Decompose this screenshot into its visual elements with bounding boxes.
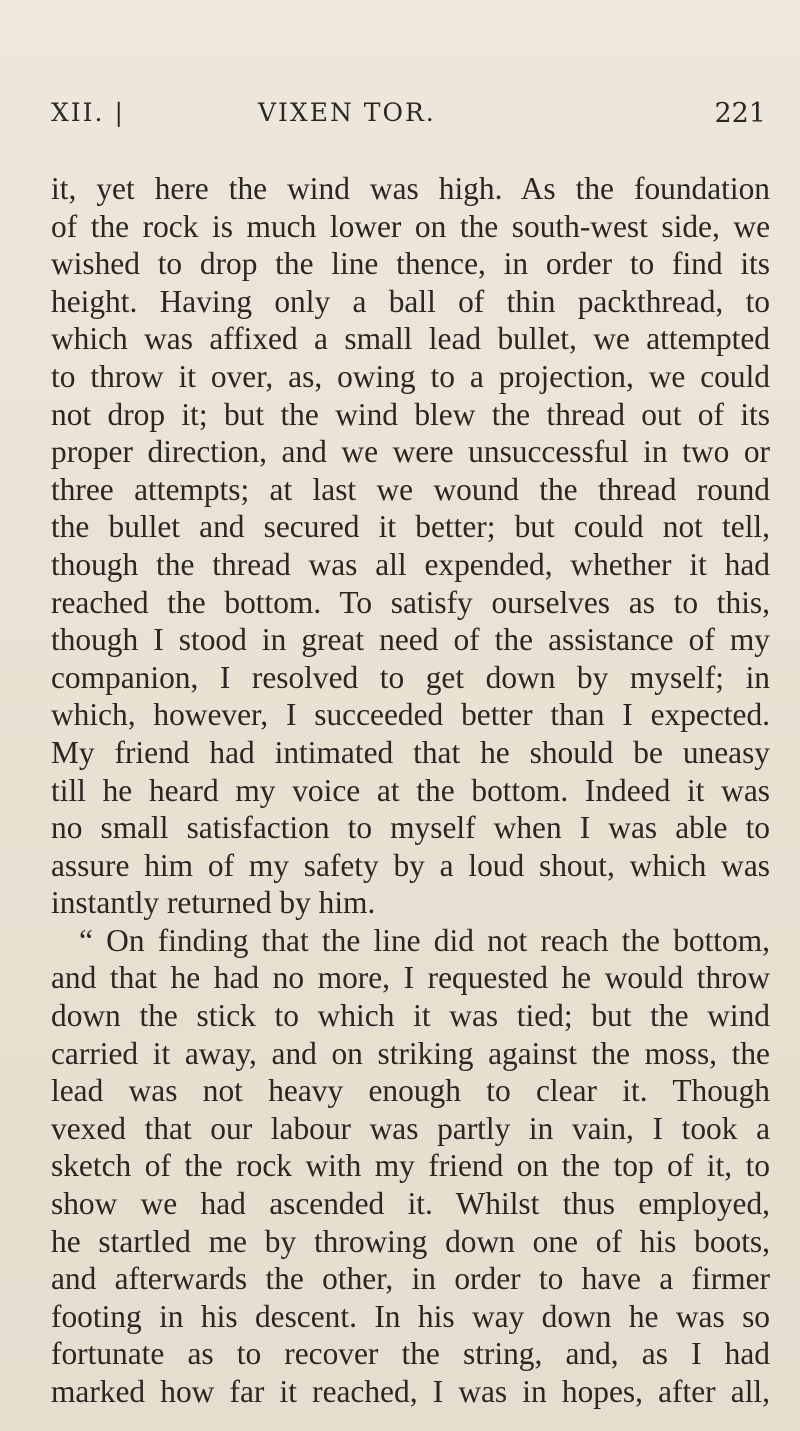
text-line: My friend had intimated that he should be uneasy: [51, 734, 770, 770]
text-line: which was affixed a small lead bullet, we attempted: [51, 321, 770, 357]
text-line: and that he had no more, I requested he would throw: [51, 960, 770, 996]
text-line: height. Having only a ball of thin packthread, to: [51, 283, 770, 319]
page-number: 221: [714, 98, 766, 129]
text-line: down the stick to which it was tied; but the wind: [51, 998, 770, 1034]
text-line: wished to drop the line thence, in order to find its: [51, 246, 770, 282]
text-line: he startled me by throwing down one of his boots,: [51, 1223, 770, 1259]
text-line: fortunate as to recover the string, and, as I had: [51, 1336, 770, 1372]
text-line: lead was not heavy enough to clear it. Though: [51, 1073, 770, 1109]
chapter-number: XII. |: [51, 98, 125, 127]
running-head: [51, 98, 770, 138]
text-line: assure him of my safety by a loud shout, which was: [51, 847, 770, 883]
paragraph: [51, 922, 770, 1411]
text-line: vexed that our labour was partly in vain, I took a: [51, 1110, 770, 1146]
text-line: the bullet and secured it better; but could not tell,: [51, 509, 770, 545]
text-line: instantly returned by him.: [51, 885, 376, 921]
text-line: sketch of the rock with my friend on the top of it, to: [51, 1148, 770, 1184]
text-line: of the rock is much lower on the south-west side, we: [51, 208, 770, 244]
text-line: it, yet here the wind was high. As the foundation: [51, 171, 770, 206]
text-line: companion, I resolved to get down by myself; in: [51, 659, 770, 695]
text-line: three attempts; at last we wound the thread round: [51, 471, 770, 507]
text-line: which, however, I succeeded better than I expected.: [51, 697, 770, 733]
text-line: show we had ascended it. Whilst thus employed,: [51, 1186, 770, 1222]
text-line: not drop it; but the wind blew the thread out of its: [51, 396, 770, 432]
text-line: to throw it over, as, owing to a projection, we could: [51, 358, 770, 394]
text-line: no small satisfaction to myself when I was able to: [51, 810, 770, 846]
text-line: till he heard my voice at the bottom. Indeed it was: [51, 772, 770, 808]
text-line: “ On finding that the line did not reach the bottom,: [79, 922, 770, 958]
text-line: reached the bottom. To satisfy ourselves as to this,: [51, 584, 770, 620]
body-text: [51, 170, 770, 1411]
text-line: footing in his descent. In his way down he was so: [51, 1298, 770, 1334]
text-line: though I stood in great need of the assistance of my: [51, 622, 770, 658]
text-line: though the thread was all expended, whether it had: [51, 546, 770, 582]
text-line: proper direction, and we were unsuccessful in two or: [51, 434, 770, 470]
paragraph: [51, 170, 770, 922]
text-line: marked how far it reached, I was in hopes, after all,: [51, 1374, 770, 1409]
text-line: carried it away, and on striking against the moss, the: [51, 1035, 770, 1071]
text-line: and afterwards the other, in order to have a firmer: [51, 1261, 770, 1297]
running-title: VIXEN TOR.: [258, 98, 436, 127]
